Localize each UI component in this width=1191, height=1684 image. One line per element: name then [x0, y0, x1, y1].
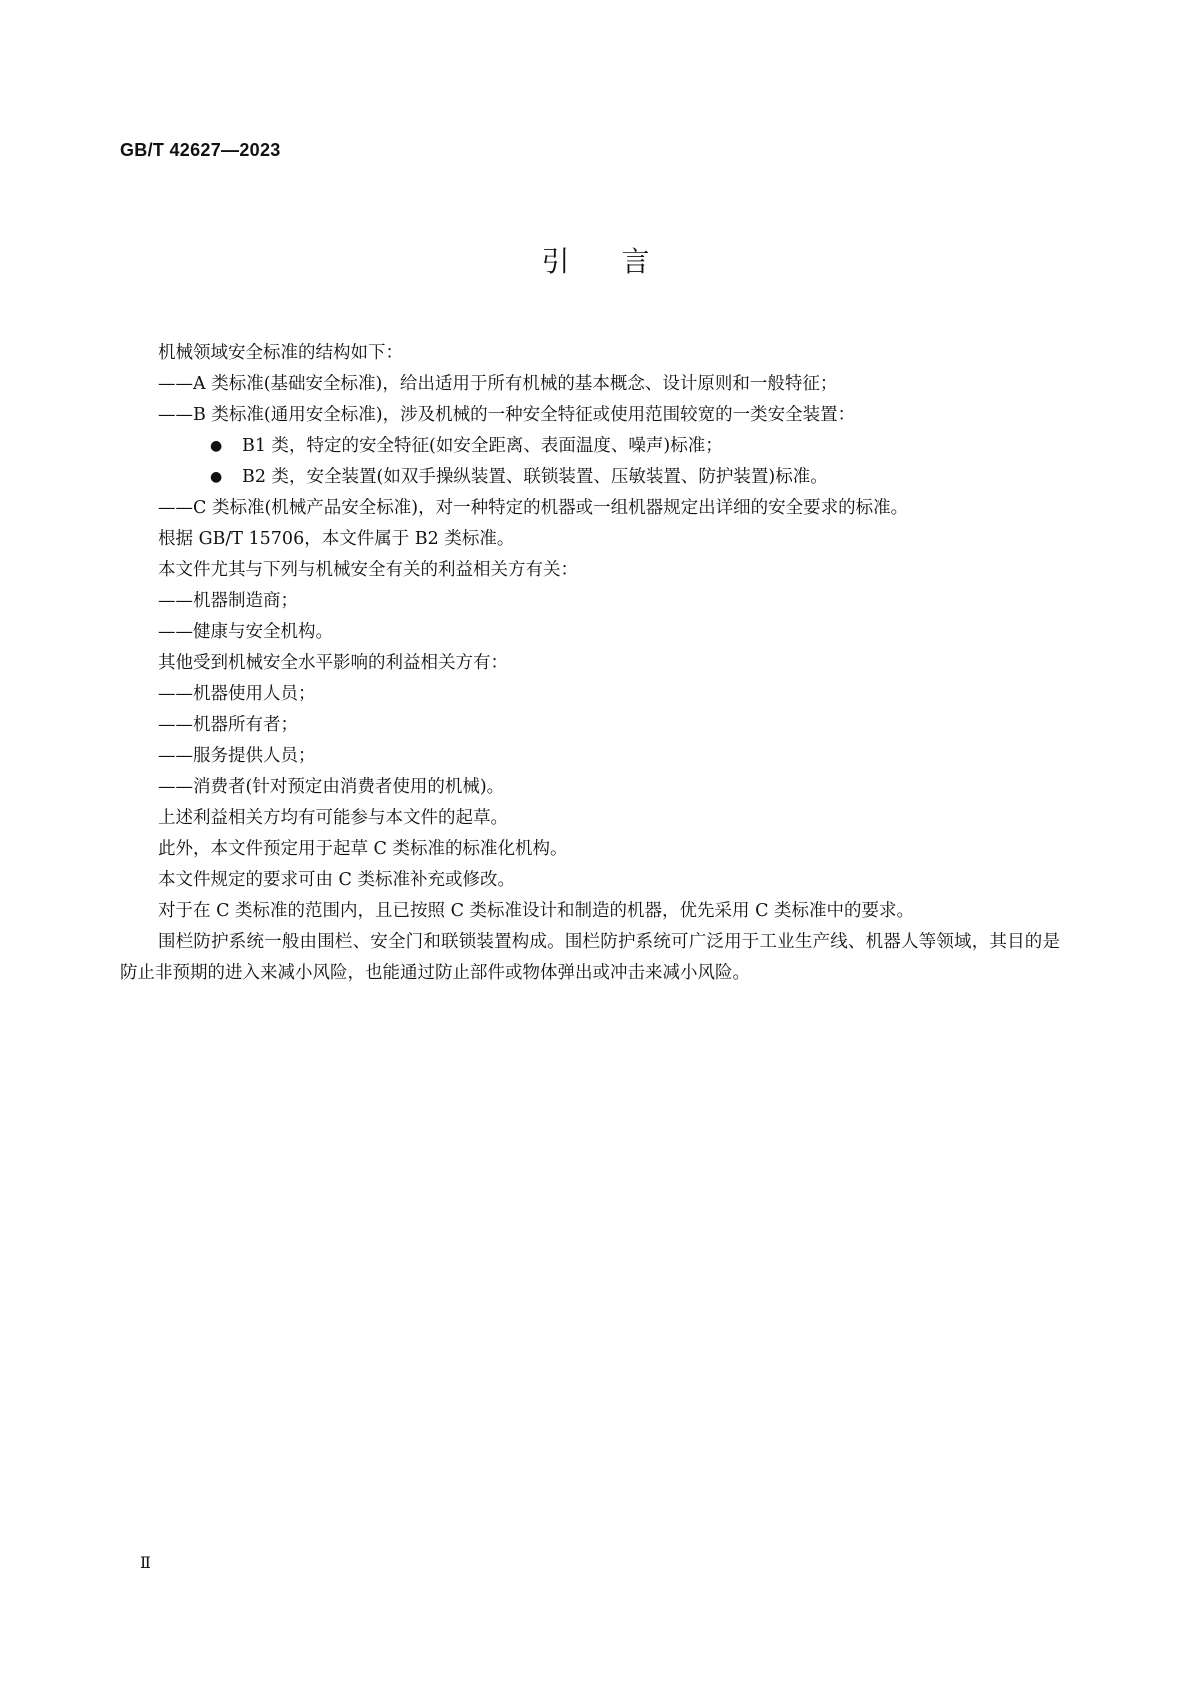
list-item-manufacturers: ——机器制造商； — [158, 591, 298, 611]
document-body — [120, 338, 1060, 989]
paragraph-fence-system: 围栏防护系统一般由围栏、安全门和联锁装置构成。围栏防护系统可广泛用于工业生产线、机器人等领域，其目的是防止非预期的进入来减小风险，也能通过防止部件或物体弹出或冲击来减小风险。 — [120, 932, 1060, 983]
paragraph-drafting: 上述利益相关方均有可能参与本文件的起草。 — [158, 808, 508, 828]
paragraph-stakeholders: 本文件尤其与下列与机械安全有关的利益相关方有关： — [158, 560, 578, 580]
list-item-users: ——机器使用人员； — [158, 684, 316, 704]
list-item-consumers: ——消费者(针对预定由消费者使用的机械)。 — [158, 777, 505, 797]
paragraph-priority: 对于在 C 类标准的范围内，且已按照 C 类标准设计和制造的机器，优先采用 C 类标准中的要求。 — [158, 901, 915, 921]
list-item-class-c: ——C 类标准(机械产品安全标准)，对一种特定的机器或一组机器规定出详细的安全要求的标准。 — [158, 498, 909, 518]
paragraph-classification: 根据 GB/T 15706，本文件属于 B2 类标准。 — [158, 529, 515, 549]
list-item-class-a: ——A 类标准(基础安全标准)，给出适用于所有机械的基本概念、设计原则和一般特征； — [158, 374, 838, 394]
bullet-icon: ● — [210, 438, 223, 454]
paragraph-requirements: 本文件规定的要求可由 C 类标准补充或修改。 — [158, 870, 516, 890]
list-item-class-b: ——B 类标准(通用安全标准)，涉及机械的一种安全特征或使用范围较宽的一类安全装置： — [158, 405, 856, 425]
bullet-text: B2 类，安全装置(如双手操纵装置、联锁装置、压敏装置、防护装置)标准。 — [242, 467, 828, 487]
list-item-health-safety: ——健康与安全机构。 — [158, 622, 333, 642]
paragraph-standardization: 此外，本文件预定用于起草 C 类标准的标准化机构。 — [158, 839, 568, 859]
page-number: Ⅱ — [140, 1553, 151, 1572]
page-title: 引言 — [541, 245, 702, 278]
bullet-text: B1 类，特定的安全特征(如安全距离、表面温度、噪声)标准； — [242, 436, 723, 456]
list-item-owners: ——机器所有者； — [158, 715, 298, 735]
paragraph-other-stakeholders: 其他受到机械安全水平影响的利益相关方有： — [158, 653, 508, 673]
bullet-icon: ● — [210, 469, 223, 485]
bullet-item-b1 — [120, 431, 1060, 462]
bullet-item-b2 — [120, 462, 1060, 493]
paragraph-intro: 机械领域安全标准的结构如下： — [158, 343, 403, 363]
list-item-service-providers: ——服务提供人员； — [158, 746, 316, 766]
standard-number: GB/T 42627—2023 — [120, 140, 281, 160]
